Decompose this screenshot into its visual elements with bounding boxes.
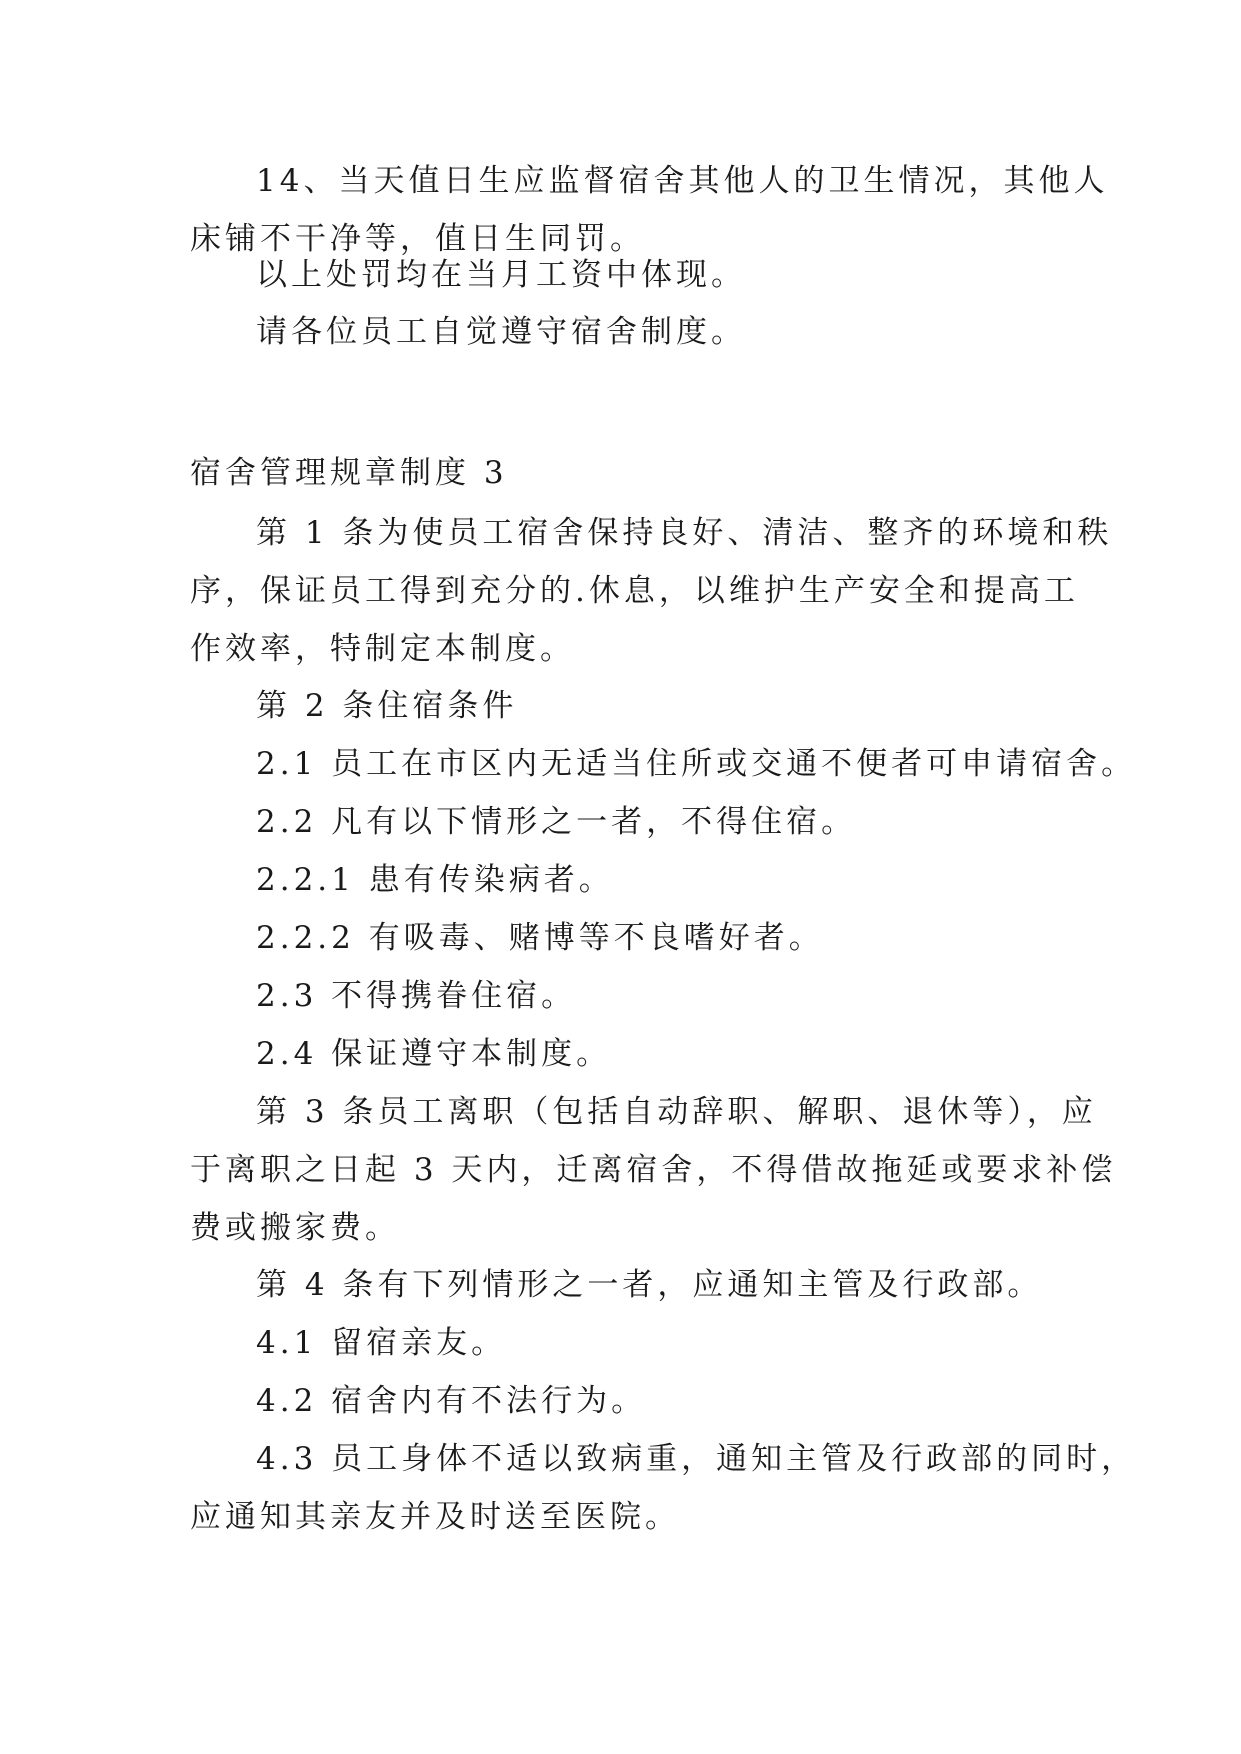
paragraph-article-1 bbox=[190, 504, 1113, 678]
article-3-line-1: 第 3 条员工离职（包括自动辞职、解职、退休等），应 bbox=[256, 1094, 1097, 1130]
paragraph-clause-2-2 bbox=[190, 793, 1070, 851]
clause-2-2-2-text: 2.2.2 有吸毒、赌博等不良嗜好者。 bbox=[256, 920, 824, 956]
clause-2-2-1-text: 2.2.1 患有传染病者。 bbox=[256, 862, 614, 898]
penalty-note-text: 以上处罚均在当月工资中体现。 bbox=[256, 257, 746, 293]
article-1-line-3: 作效率，特制定本制度。 bbox=[190, 631, 575, 667]
section-heading bbox=[190, 444, 1070, 502]
article-3-line-3: 费或搬家费。 bbox=[190, 1210, 400, 1246]
article-4-text: 第 4 条有下列情形之一者，应通知主管及行政部。 bbox=[256, 1267, 1043, 1303]
clause-2-2-text: 2.2 凡有以下情形之一者，不得住宿。 bbox=[256, 804, 857, 840]
paragraph-comply-note bbox=[190, 303, 1070, 361]
clause-4-3-line-1: 4.3 员工身体不适以致病重，通知主管及行政部的同时， bbox=[256, 1441, 1137, 1477]
rule-14-line-2: 床铺不干净等，值日生同罚。 bbox=[190, 221, 645, 257]
paragraph-article-3 bbox=[190, 1083, 1117, 1257]
paragraph-clause-2-3 bbox=[190, 967, 1070, 1025]
clause-4-2-text: 4.2 宿舍内有不法行为。 bbox=[256, 1383, 647, 1419]
section-heading-text: 宿舍管理规章制度 3 bbox=[190, 455, 508, 491]
comply-note-text: 请各位员工自觉遵守宿舍制度。 bbox=[256, 314, 746, 350]
clause-4-3-line-2: 应通知其亲友并及时送至医院。 bbox=[190, 1499, 680, 1535]
article-3-line-2: 于离职之日起 3 天内，迁离宿舍，不得借故拖延或要求补偿 bbox=[190, 1152, 1117, 1188]
paragraph-clause-2-4 bbox=[190, 1025, 1070, 1083]
paragraph-article-2 bbox=[190, 677, 1070, 735]
rule-14-line-1: 14、当天值日生应监督宿舍其他人的卫生情况，其他人 bbox=[256, 163, 1109, 199]
clause-2-3-text: 2.3 不得携眷住宿。 bbox=[256, 978, 577, 1014]
article-1-line-2: 序，保证员工得到充分的.休息，以维护生产安全和提高工 bbox=[190, 573, 1079, 609]
clause-4-1-text: 4.1 留宿亲友。 bbox=[256, 1325, 507, 1361]
paragraph-clause-4-3 bbox=[190, 1430, 1137, 1546]
clause-2-4-text: 2.4 保证遵守本制度。 bbox=[256, 1036, 612, 1072]
article-1-line-1: 第 1 条为使员工宿舍保持良好、清洁、整齐的环境和秩 bbox=[256, 515, 1113, 551]
paragraph-article-4 bbox=[190, 1256, 1070, 1314]
article-2-text: 第 2 条住宿条件 bbox=[256, 688, 518, 724]
paragraph-clause-4-1 bbox=[190, 1314, 1070, 1372]
paragraph-clause-2-2-1 bbox=[190, 851, 1070, 909]
paragraph-clause-2-1 bbox=[190, 735, 1137, 793]
paragraph-penalty-note bbox=[190, 246, 1070, 304]
paragraph-clause-2-2-2 bbox=[190, 909, 1070, 967]
clause-2-1-text: 2.1 员工在市区内无适当住所或交通不便者可申请宿舍。 bbox=[256, 746, 1137, 782]
paragraph-clause-4-2 bbox=[190, 1372, 1070, 1430]
